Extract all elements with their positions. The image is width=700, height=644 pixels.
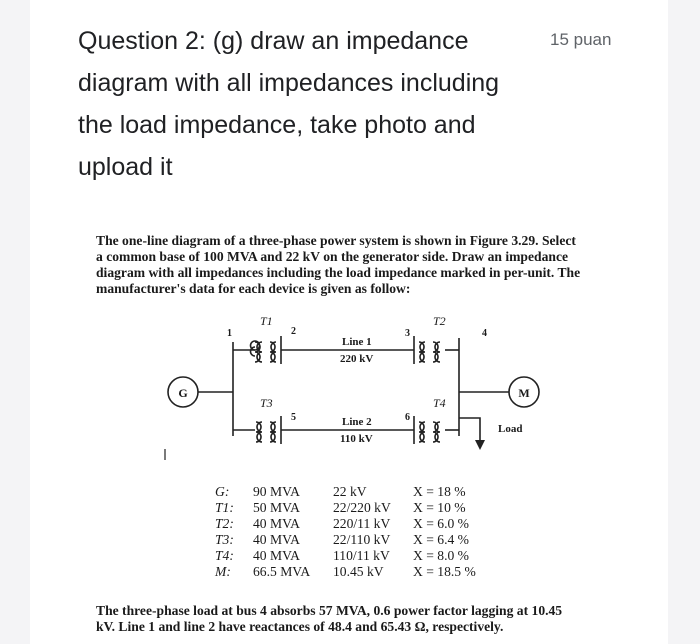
intro-line: The one-line diagram of a three-phase power system is shown in Figure 3.29. Select [96, 233, 576, 248]
t4-label: T4 [433, 396, 446, 410]
device-reactance: X = 8.0 % [413, 548, 469, 563]
t2-label: T2 [433, 314, 446, 328]
device-name: T3: [215, 532, 234, 547]
table-row [215, 484, 503, 500]
device-kv: 220/11 kV [333, 516, 391, 531]
device-kv: 110/11 kV [333, 548, 390, 563]
device-name: T4: [215, 548, 234, 563]
generator-label: G [178, 386, 188, 400]
points-label: 15 puan [550, 30, 612, 49]
device-kv: 22/220 kV [333, 500, 391, 515]
line-2-voltage: 110 kV [340, 433, 373, 445]
line-1-voltage: 220 kV [340, 353, 374, 365]
device-mva: 40 MVA [253, 532, 300, 547]
device-reactance: X = 18.5 % [413, 564, 476, 579]
device-kv: 22 kV [333, 484, 367, 499]
device-kv: 10.45 kV [333, 564, 384, 579]
closing-line: kV. Line 1 and line 2 have reactances of 48.4 and 65.43 Ω, respectively. [96, 619, 504, 634]
table-row [215, 516, 503, 532]
t1-label: T1 [260, 314, 273, 328]
load-arrow [475, 440, 485, 450]
load-label: Load [498, 423, 523, 435]
bus-4-label: 4 [482, 328, 487, 339]
table-row [215, 564, 503, 580]
device-name: T2: [215, 516, 234, 531]
table-row [215, 548, 503, 564]
device-name: G: [215, 484, 230, 499]
device-reactance: X = 18 % [413, 484, 466, 499]
transformer-t1-coils [255, 342, 262, 362]
bus-1-label: 1 [227, 328, 232, 339]
bus-6-label: 6 [405, 412, 410, 423]
intro-line: a common base of 100 MVA and 22 kV on the generator side. Draw an impedance [96, 249, 569, 264]
device-mva: 66.5 MVA [253, 564, 311, 579]
intro-line: diagram with all impedances including the load impedance marked in per-unit. The [96, 265, 581, 280]
table-row [215, 500, 503, 516]
line-1-label: Line 1 [342, 336, 372, 348]
ratings-table [215, 484, 503, 580]
t3-label: T3 [260, 396, 273, 410]
device-name: M: [215, 564, 231, 579]
bus-3-label: 3 [405, 328, 410, 339]
device-mva: 40 MVA [253, 548, 300, 563]
device-reactance: X = 10 % [413, 500, 466, 515]
intro-line: manufacturer's data for each device is given as follow: [96, 281, 411, 296]
motor-label: M [518, 386, 530, 400]
table-row [215, 532, 503, 548]
question-title: Question 2: (g) draw an impedance diagram with all impedances including the load impedance, take photo and upload it [78, 27, 500, 181]
bus-2-label: 2 [291, 326, 296, 337]
device-mva: 90 MVA [253, 484, 300, 499]
problem-closing [96, 603, 562, 635]
device-kv: 22/110 kV [333, 532, 391, 547]
device-reactance: X = 6.0 % [413, 516, 469, 531]
device-mva: 40 MVA [253, 516, 300, 531]
bus-5-label: 5 [291, 412, 296, 423]
closing-line: The three-phase load at bus 4 absorbs 57 MVA, 0.6 power factor lagging at 10.45 [96, 603, 563, 618]
device-mva: 50 MVA [253, 500, 300, 515]
device-name: T1: [215, 500, 234, 515]
line-2-label: Line 2 [342, 416, 372, 428]
device-reactance: X = 6.4 % [413, 532, 469, 547]
